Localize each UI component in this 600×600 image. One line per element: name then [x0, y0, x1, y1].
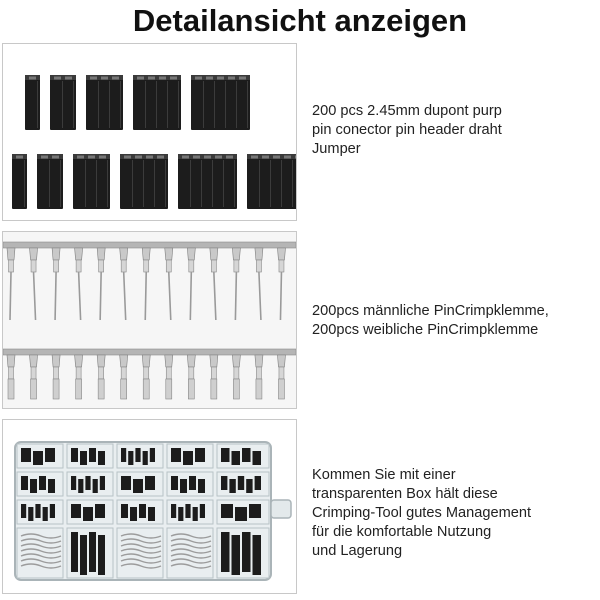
- crimp-pin: [120, 355, 128, 399]
- crimp-pin: [30, 355, 38, 399]
- connector-housings-image: [2, 43, 297, 221]
- storage-box-illustration: [3, 420, 296, 593]
- caption-line: 200pcs weibliche PinCrimpklemme: [312, 322, 539, 338]
- crimp-pin: [277, 248, 285, 320]
- crimp-pin: [52, 355, 60, 399]
- caption-line: Jumper: [312, 141, 361, 157]
- crimp-pin: [97, 355, 105, 399]
- crimp-pin: [75, 355, 83, 399]
- crimp-pin: [75, 248, 83, 320]
- crimp-pin: [232, 355, 240, 399]
- connector-housing: [133, 75, 181, 130]
- crimp-pins-image: [2, 231, 297, 409]
- storage-box-caption: [312, 466, 600, 561]
- crimp-pin: [187, 248, 195, 320]
- connector-housing: [12, 154, 27, 209]
- crimp-pin: [187, 355, 195, 399]
- connector-housings-illustration: [3, 44, 296, 220]
- crimp-pin: [232, 248, 240, 320]
- crimp-pin: [7, 248, 15, 320]
- crimp-pin: [52, 248, 60, 320]
- connector-housing: [25, 75, 40, 130]
- caption-line: 200pcs männliche PinCrimpklemme,: [312, 303, 549, 319]
- caption-line: 200 pcs 2.45mm dupont purp: [312, 103, 502, 119]
- female-pin-strip: [3, 349, 296, 399]
- connector-housing: [247, 154, 296, 209]
- crimp-pin: [30, 248, 38, 320]
- storage-box-image: [2, 419, 297, 594]
- crimp-pin: [7, 355, 15, 399]
- connector-housing: [37, 154, 63, 209]
- crimp-pin: [142, 248, 150, 320]
- connector-housing: [50, 75, 76, 130]
- crimp-pins-caption: [312, 302, 600, 340]
- connector-housing: [73, 154, 110, 209]
- connector-housing: [178, 154, 237, 209]
- crimp-pins-illustration: [3, 232, 296, 408]
- connector-housing: [86, 75, 123, 130]
- crimp-pin: [277, 355, 285, 399]
- crimp-pin: [210, 355, 218, 399]
- crimp-pin: [142, 355, 150, 399]
- crimp-pin: [165, 248, 173, 320]
- crimp-pin: [255, 355, 263, 399]
- crimp-pin: [165, 355, 173, 399]
- crimp-pin: [97, 248, 105, 320]
- caption-line: pin conector pin header draht: [312, 122, 502, 138]
- crimp-pin: [120, 248, 128, 320]
- storage-box: [15, 442, 291, 580]
- connector-housing: [120, 154, 168, 209]
- connector-caption: [312, 102, 600, 159]
- crimp-pin: [255, 248, 263, 320]
- page-title: Detailansicht anzeigen: [132, 3, 468, 38]
- connector-housing: [191, 75, 250, 130]
- crimp-pin: [210, 248, 218, 320]
- male-pin-strip: [3, 242, 296, 320]
- caption-line: für die komfortable Nutzung: [312, 524, 492, 540]
- caption-line: transparenten Box hält diese: [312, 486, 498, 502]
- caption-line: Crimping-Tool gutes Management: [312, 505, 532, 521]
- caption-line: Kommen Sie mit einer: [312, 467, 456, 483]
- caption-line: und Lagerung: [312, 543, 403, 559]
